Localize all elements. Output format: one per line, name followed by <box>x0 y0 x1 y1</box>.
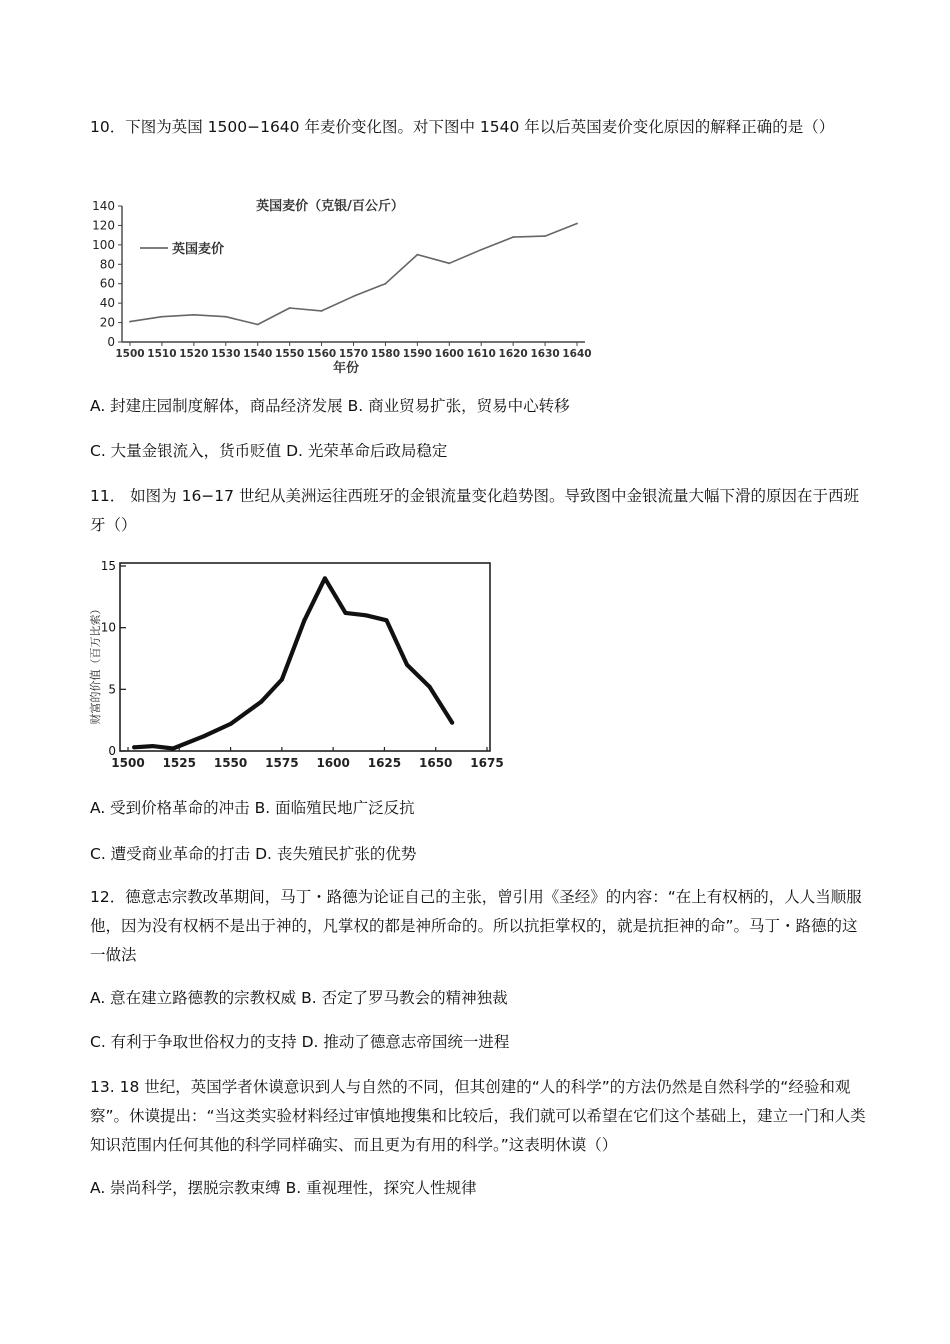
data-point <box>480 249 482 251</box>
question-10-option-ab[interactable]: A. 封建庄园制度解体，商品经济发展 B. 商业贸易扩张，贸易中心转移 <box>90 397 570 415</box>
x-tick-label: 1620 <box>498 348 528 360</box>
x-tick-label: 1630 <box>530 348 560 360</box>
data-point <box>202 734 206 738</box>
data-point <box>364 613 368 617</box>
data-point <box>512 236 514 238</box>
x-tick-label: 1500 <box>115 348 145 360</box>
y-tick-label: 140 <box>92 199 115 213</box>
x-tick-label: 1525 <box>162 756 196 770</box>
x-tick-label: 1600 <box>434 348 464 360</box>
data-point <box>289 307 291 309</box>
question-10-option-cd[interactable]: C. 大量金银流入，货币贬值 D. 光荣革命后政局稳定 <box>90 442 448 460</box>
x-tick-label: 1600 <box>316 756 350 770</box>
data-point <box>416 254 418 256</box>
data-point <box>544 235 546 237</box>
data-point <box>384 618 388 622</box>
question-12-stem: 12．德意志宗教改革期间，马丁・路德为论证自己的主张，曾引用《圣经》的内容：“在上有权柄的，人人当顺服他，因为没有权柄不是出于神的，凡掌权的都是神所命的。所以抗拒掌权的，就是抗拒神的命”。马丁・路德的这一做法 <box>90 888 862 964</box>
x-tick-label: 1560 <box>306 348 337 360</box>
data-point <box>321 310 323 312</box>
y-tick-label: 20 <box>99 315 115 330</box>
x-tick-label: 1530 <box>211 348 241 360</box>
x-tick-label: 1500 <box>111 756 145 770</box>
data-point <box>405 663 409 667</box>
silver-flow-chart <box>82 552 522 777</box>
y-tick-label: 0 <box>107 335 115 349</box>
data-point <box>129 321 131 323</box>
question-10-stem: 10．下图为英国 1500−1640 年麦价变化图。对下图中 1540 年以后英国麦价变化原因的解释正确的是（） <box>90 118 835 136</box>
x-tick-label: 1540 <box>243 348 273 360</box>
chart-frame <box>120 563 490 751</box>
x-tick-label: 1610 <box>466 348 496 360</box>
data-point <box>343 611 347 615</box>
x-tick-label: 1580 <box>370 348 401 360</box>
x-tick-label: 1650 <box>419 756 453 770</box>
data-point <box>193 314 195 316</box>
x-tick-label: 1575 <box>265 756 299 770</box>
data-point <box>257 324 259 326</box>
y-axis-label: 财富的价值（百万比索） <box>89 603 102 725</box>
y-tick-label: 120 <box>92 218 115 233</box>
y-tick-label: 80 <box>99 257 115 272</box>
question-12-option-cd[interactable]: C. 有利于争取世俗权力的支持 D. 推动了德意志帝国统一进程 <box>90 1033 510 1051</box>
x-axis-label: 年份 <box>332 361 360 376</box>
y-tick-label: 40 <box>99 296 115 311</box>
data-point <box>385 283 387 285</box>
question-11-option-cd[interactable]: C. 遭受商业革命的打击 D. 丧失殖民扩张的优势 <box>90 845 417 863</box>
x-tick-label: 1510 <box>147 348 177 360</box>
data-point <box>225 316 227 318</box>
y-tick-label: 0 <box>108 744 116 758</box>
y-tick-label: 100 <box>92 237 115 252</box>
data-point <box>576 223 578 225</box>
question-13-option-ab[interactable]: A. 崇尚科学，摆脱宗教束缚 B. 重视理性，探究人性规律 <box>90 1179 477 1197</box>
data-point <box>353 295 355 297</box>
question-12-option-ab[interactable]: A. 意在建立路德教的宗教权威 B. 否定了罗马教会的精神独裁 <box>90 989 508 1007</box>
x-tick-label: 1520 <box>179 348 209 360</box>
data-point <box>132 745 136 749</box>
data-point <box>448 262 450 264</box>
y-tick-label: 10 <box>100 620 116 635</box>
x-tick-label: 1550 <box>213 756 248 770</box>
data-point <box>151 744 155 748</box>
chart-title: 英国麦价（克银/百公斤） <box>256 199 404 214</box>
data-point <box>428 685 432 689</box>
y-tick-label: 60 <box>99 276 115 291</box>
x-tick-label: 1570 <box>338 348 369 360</box>
x-tick-label: 1675 <box>470 756 504 770</box>
data-point <box>323 576 327 580</box>
data-point <box>241 320 243 322</box>
question-11-stem: 11． 如图为 16−17 世纪从美洲运往西班牙的金银流量变化趋势图。导致图中金银流量大幅下滑的原因在于西班牙（） <box>90 487 859 534</box>
question-11-option-ab[interactable]: A. 受到价格革命的冲击 B. 面临殖民地广泛反抗 <box>90 799 415 817</box>
data-point <box>450 721 454 725</box>
data-point <box>171 747 175 751</box>
y-tick-label: 15 <box>100 559 116 573</box>
x-tick-label: 1625 <box>367 756 402 770</box>
data-point <box>161 316 163 318</box>
y-tick-label: 5 <box>108 682 116 697</box>
wheat-price-series-line <box>130 224 577 325</box>
x-tick-label: 1590 <box>402 348 432 360</box>
x-tick-label: 1640 <box>562 348 592 360</box>
x-tick-label: 1550 <box>275 348 305 360</box>
question-13-stem: 13. 18 世纪，英国学者休谟意识到人与自然的不同，但其创建的“人的科学”的方法仍然是自然科学的“经验和观察”。休谟提出：“当这类实验材料经过审慎地搜集和比较后，我们就可以希望在它们这个基础上，建立一门和人类知识范围内任何其他的科学同样确实、而且更为有用的科学。”这表明休谟（） <box>90 1078 866 1154</box>
data-point <box>229 722 233 726</box>
silver-flow-series-line <box>134 578 452 748</box>
legend-label: 英国麦价 <box>172 242 225 257</box>
wheat-price-chart <box>80 192 610 377</box>
data-point <box>259 700 263 704</box>
data-point <box>302 618 306 622</box>
data-point <box>280 677 284 681</box>
